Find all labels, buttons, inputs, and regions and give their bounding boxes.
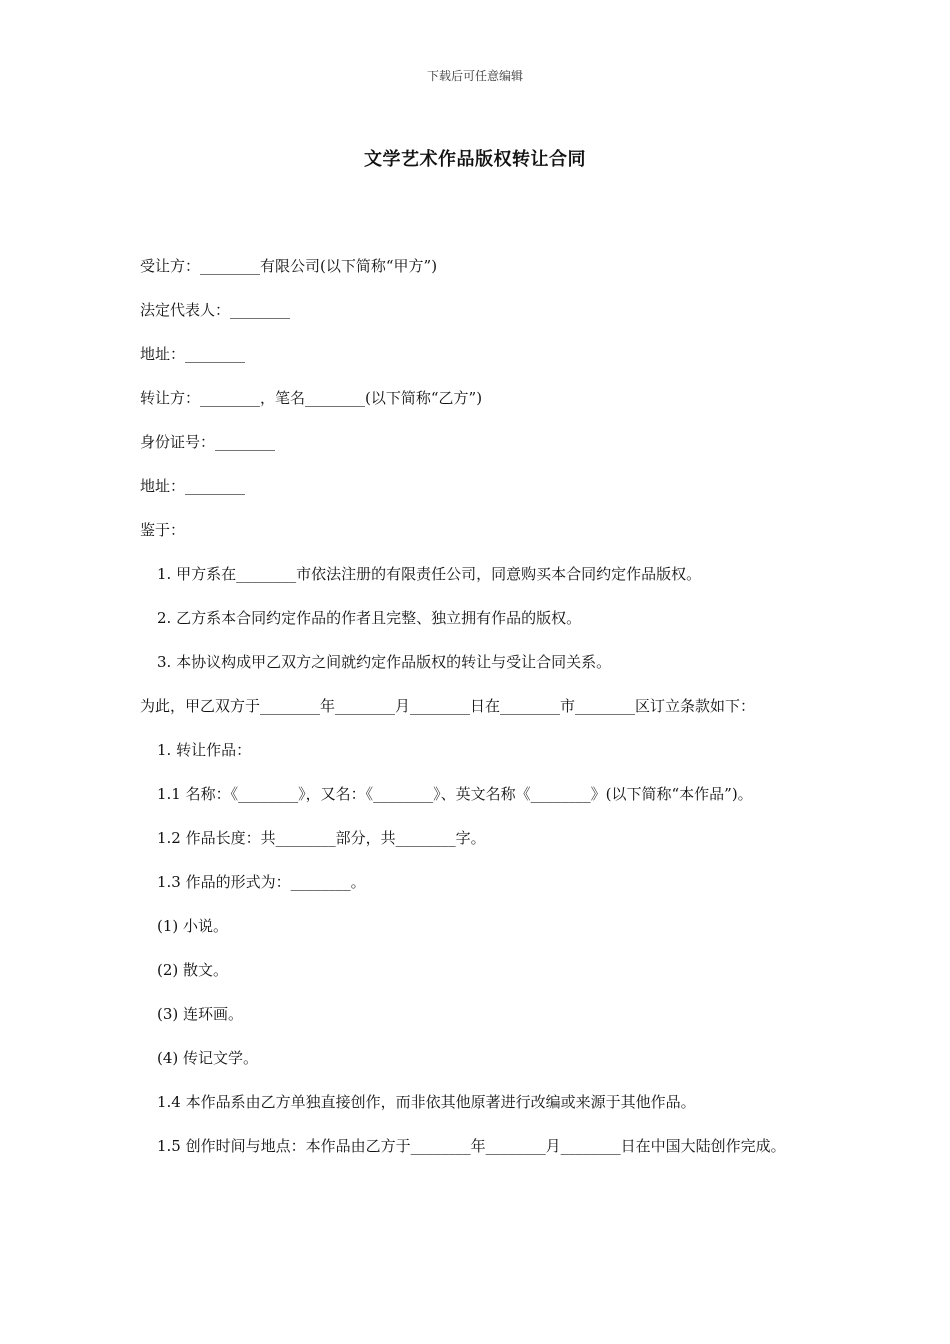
paragraph: 身份证号：________ <box>140 433 276 451</box>
paragraph: 1.3 作品的形式为：________。 <box>157 873 366 891</box>
paragraph: 法定代表人：________ <box>140 301 291 319</box>
paragraph: 1. 转让作品： <box>157 741 252 759</box>
paragraph: 3. 本协议构成甲乙双方之间就约定作品版权的转让与受让合同关系。 <box>157 653 612 671</box>
paragraph: 受让方：________有限公司(以下简称“甲方”) <box>140 257 438 275</box>
paragraph: 地址：________ <box>140 477 246 495</box>
document-body <box>140 252 820 1176</box>
paragraph: (1) 小说。 <box>157 917 229 935</box>
paragraph: (3) 连环画。 <box>157 1005 244 1023</box>
paragraph: 2. 乙方系本合同约定作品的作者且完整、独立拥有作品的版权。 <box>157 609 582 627</box>
paragraph: 地址：________ <box>140 345 246 363</box>
paragraph: 为此，甲乙双方于________年________月________日在________市________区订立条款如下： <box>140 697 756 715</box>
paragraph: 1. 甲方系在________市依法注册的有限责任公司，同意购买本合同约定作品版权。 <box>157 565 702 583</box>
header-note: 下载后可任意编辑 <box>426 69 523 83</box>
paragraph: 鉴于： <box>140 521 186 539</box>
paragraph: 转让方：________，笔名________(以下简称“乙方”) <box>140 389 483 407</box>
paragraph: (4) 传记文学。 <box>157 1049 259 1067</box>
paragraph: 1.2 作品长度：共________部分，共________字。 <box>157 829 486 847</box>
document-title: 文学艺术作品版权转让合同 <box>364 149 586 170</box>
paragraph: 1.5 创作时间与地点：本作品由乙方于________年________月________日在中国大陆创作完成。 <box>157 1137 786 1155</box>
paragraph: 1.1 名称：《________》，又名：《________》、英文名称《________》(以下简称“本作品”)。 <box>157 785 753 803</box>
paragraph: 1.4 本作品系由乙方单独直接创作，而非依其他原著进行改编或来源于其他作品。 <box>157 1093 696 1111</box>
paragraph: (2) 散文。 <box>157 961 229 979</box>
